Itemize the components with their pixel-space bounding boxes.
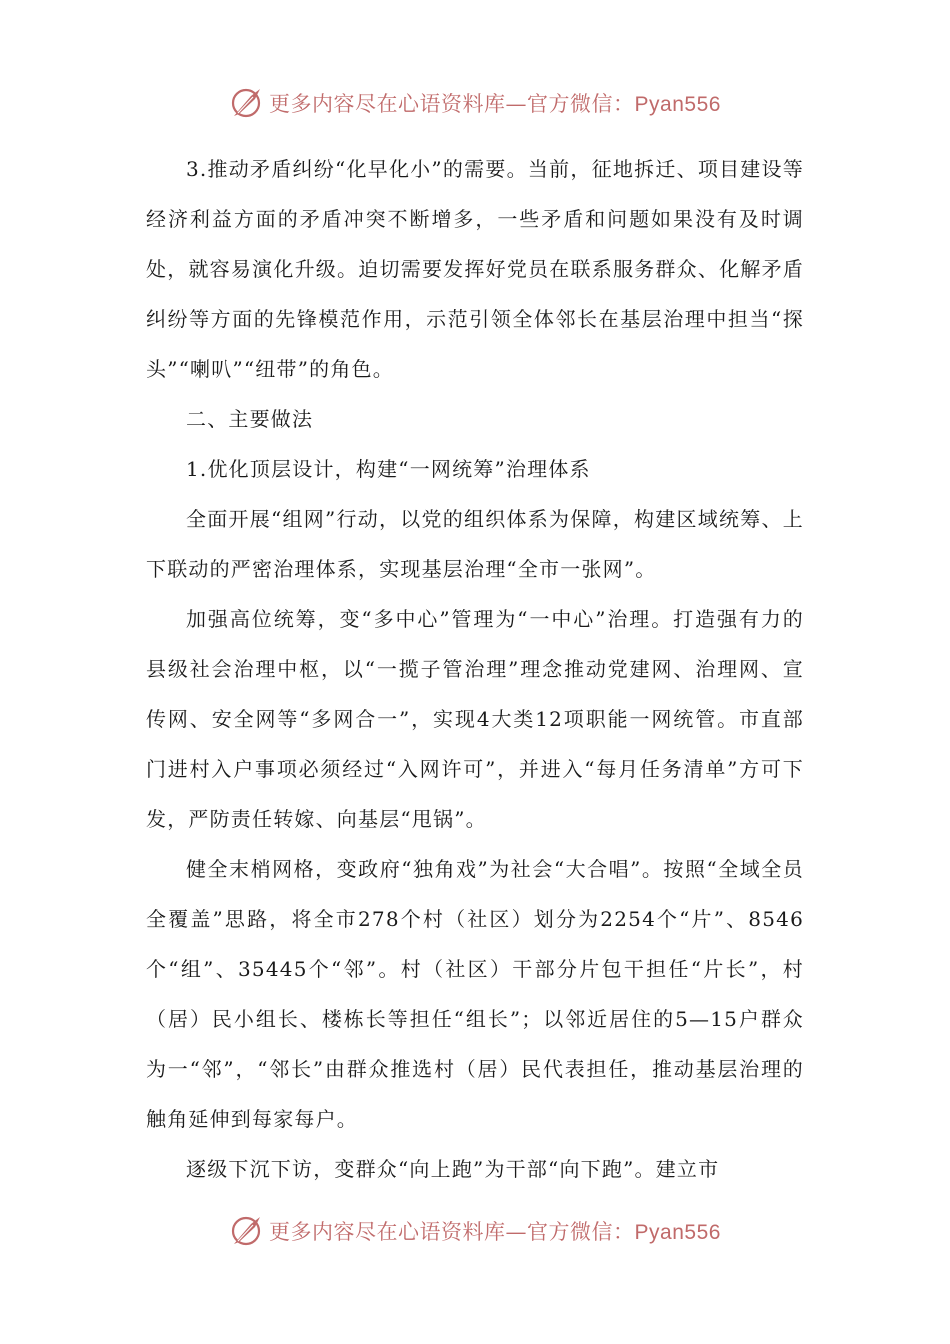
paragraph: 全面开展“组网”行动，以党的组织体系为保障，构建区域统筹、上下联动的严密治理体系，实现基层治理“全市一张网”。 — [146, 507, 804, 581]
quill-pen-icon — [229, 1214, 265, 1248]
paragraph: 加强高位统筹，变“多中心”管理为“一中心”治理。打造强有力的县级社会治理中枢，以“一揽子管治理”理念推动党建网、治理网、宣传网、安全网等“多网合一”，实现4大类12项职能一网统管。市直部门进村入户事项必须经过“入网许可”，并进入“每月任务清单”方可下发，严防责任转嫁、向基层“甩锅”。 — [146, 607, 804, 831]
document-body — [146, 144, 804, 1194]
watermark-text: 更多内容尽在心语资料库—官方微信：Pyan556 — [269, 1220, 721, 1244]
section-heading: 二、主要做法 — [186, 407, 314, 431]
quill-pen-icon — [229, 86, 265, 120]
watermark-wechat-id: Pyan556 — [634, 1221, 721, 1244]
header-watermark — [0, 83, 950, 123]
watermark-text: 更多内容尽在心语资料库—官方微信：Pyan556 — [269, 92, 721, 116]
subsection-heading: 1.优化顶层设计，构建“一网统筹”治理体系 — [186, 457, 591, 481]
watermark-wechat-id: Pyan556 — [634, 93, 721, 116]
paragraph: 逐级下沉下访，变群众“向上跑”为干部“向下跑”。建立市 — [186, 1157, 720, 1181]
paragraph: 健全末梢网格，变政府“独角戏”为社会“大合唱”。按照“全域全员全覆盖”思路，将全市278个村（社区）划分为2254个“片”、8546个“组”、35445个“邻”。村（社区）干部分片包干担任“片长”，村（居）民小组长、楼栋长等担任“组长”；以邻近居住的5—15户群众为一“邻”，“邻长”由群众推选村（居）民代表担任，推动基层治理的触角延伸到每家每户。 — [146, 857, 804, 1131]
paragraph: 3.推动矛盾纠纷“化早化小”的需要。当前，征地拆迁、项目建设等经济利益方面的矛盾冲突不断增多，一些矛盾和问题如果没有及时调处，就容易演化升级。迫切需要发挥好党员在联系服务群众、化解矛盾纠纷等方面的先锋模范作用，示范引领全体邻长在基层治理中担当“探头”“喇叭”“纽带”的角色。 — [146, 157, 804, 381]
footer-watermark — [0, 1211, 950, 1251]
